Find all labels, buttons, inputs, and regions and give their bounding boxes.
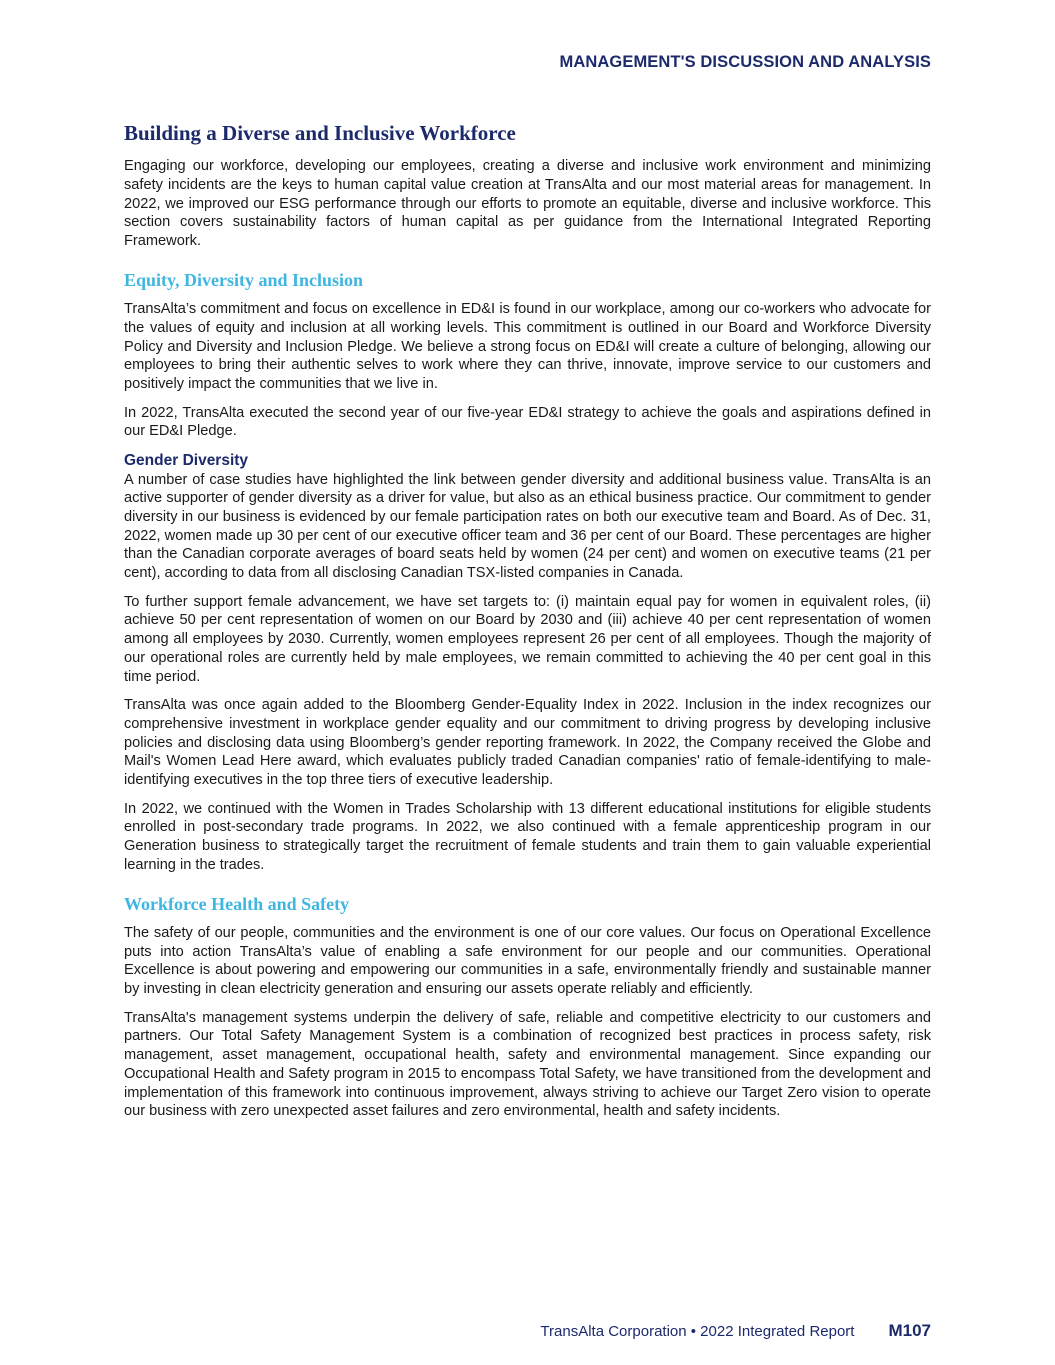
health-safety-paragraph-2: TransAlta's management systems underpin the delivery of safe, reliable and competitive electricity to our customers and partners. Our Total Safety Management System is a combination of recognized best practices in process safety, risk management, asset management, occupational health, safety and environmental management. Since expanding our Occupational Health and Safety program in 2015 to encompass Total Safety, we have transitioned from the development and implementation of this framework into continuous improvement, always striving to achieve our Target Zero vision to operate our business with zero unexpected asset failures and zero environmental, health and safety incidents. — [124, 1009, 931, 1120]
health-safety-heading: Workforce Health and Safety — [124, 893, 350, 914]
edi-paragraph-2: In 2022, TransAlta executed the second year of our five-year ED&I strategy to achieve the goals and aspirations defined in our ED&I Pledge. — [124, 404, 931, 440]
gender-paragraph-3: TransAlta was once again added to the Bloomberg Gender-Equality Index in 2022. Inclusion in the index recognizes our comprehensive investment in workplace gender equality and our commitment to driving progress by developing inclusive policies and disclosing data using Bloomberg’s gender reporting framework. In 2022, the Company received the Globe and Mail's Women Lead Here award, which evaluates publicly traded Canadian companies' ratio of female-identifying to male-identifying executives in the top three tiers of executive leadership. — [124, 697, 931, 789]
page-number: M107 — [888, 1321, 931, 1340]
health-safety-paragraph-1: The safety of our people, communities and the environment is one of our core values. Our focus on Operational Excellence puts into action TransAlta’s value of enabling a safe environment for our people and our communities. Operational Excellence is about powering and empowering our communities in a safe, environmentally friendly and sustainable manner by investing in clean electricity generation and ensuring our assets operate reliably and efficiently. — [124, 924, 931, 998]
edi-heading: Equity, Diversity and Inclusion — [124, 269, 364, 290]
footer-report-label: TransAlta Corporation • 2022 Integrated Report — [540, 1323, 855, 1340]
intro-paragraph: Engaging our workforce, developing our employees, creating a diverse and inclusive work environment and minimizing safety incidents are the keys to human capital value creation at TransAlta and our most material areas for management. In 2022, we improved our ESG performance through our efforts to promote an equitable, diverse and inclusive workforce. This section covers sustainability factors of human capital as per guidance from the International Integrated Reporting Framework. — [124, 158, 931, 250]
gender-paragraph-4: In 2022, we continued with the Women in Trades Scholarship with 13 different educational institutions for eligible students enrolled in post-secondary trade programs. In 2022, we also continued with a female apprenticeship program in our Generation business to strategically target the recruitment of female students and train them to gain valuable experiential learning in the trades. — [124, 800, 931, 873]
page-title: Building a Diverse and Inclusive Workforce — [124, 121, 516, 145]
gender-paragraph-2: To further support female advancement, we have set targets to: (i) maintain equal pay for women in equivalent roles, (ii) achieve 50 per cent representation of women on our Board by 2030 and (iii) achieve 40 per cent representation of women among all employees by 2030. Currently, women employees represent 26 per cent of all employees. Though the majority of our operational roles are currently held by male employees, we remain committed to achieving the 40 per cent goal in this time period. — [124, 593, 931, 685]
main-content — [124, 120, 931, 1131]
gender-diversity-heading: Gender Diversity — [124, 452, 249, 470]
edi-paragraph-1: TransAlta’s commitment and focus on excellence in ED&I is found in our workplace, among our co-workers who advocate for the values of equity and inclusion at all working levels. This commitment is outlined in our Board and Workforce Diversity Policy and Diversity and Inclusion Pledge. We believe a strong focus on ED&I will create a culture of belonging, allowing our employees to bring their authentic selves to work where they can thrive, innovate, improve service to our customers and positively impact the communities that we live in. — [124, 301, 931, 393]
page-footer — [540, 1321, 931, 1341]
section-header-label: MANAGEMENT'S DISCUSSION AND ANALYSIS — [559, 53, 931, 71]
gender-paragraph-1: A number of case studies have highlighted the link between gender diversity and additional business value. TransAlta is an active supporter of gender diversity as a driver for value, but also as an ethical business practice. Our commitment to gender diversity in our business is evidenced by our female participation rates on both our executive team and Board. As of Dec. 31, 2022, women made up 30 per cent of our executive officer team and 36 per cent of our Board. These percentages are higher than the Canadian corporate averages of board seats held by women (24 per cent) and women on executive teams (21 per cent), according to data from all disclosing Canadian TSX-listed companies in Canada. — [124, 471, 931, 582]
